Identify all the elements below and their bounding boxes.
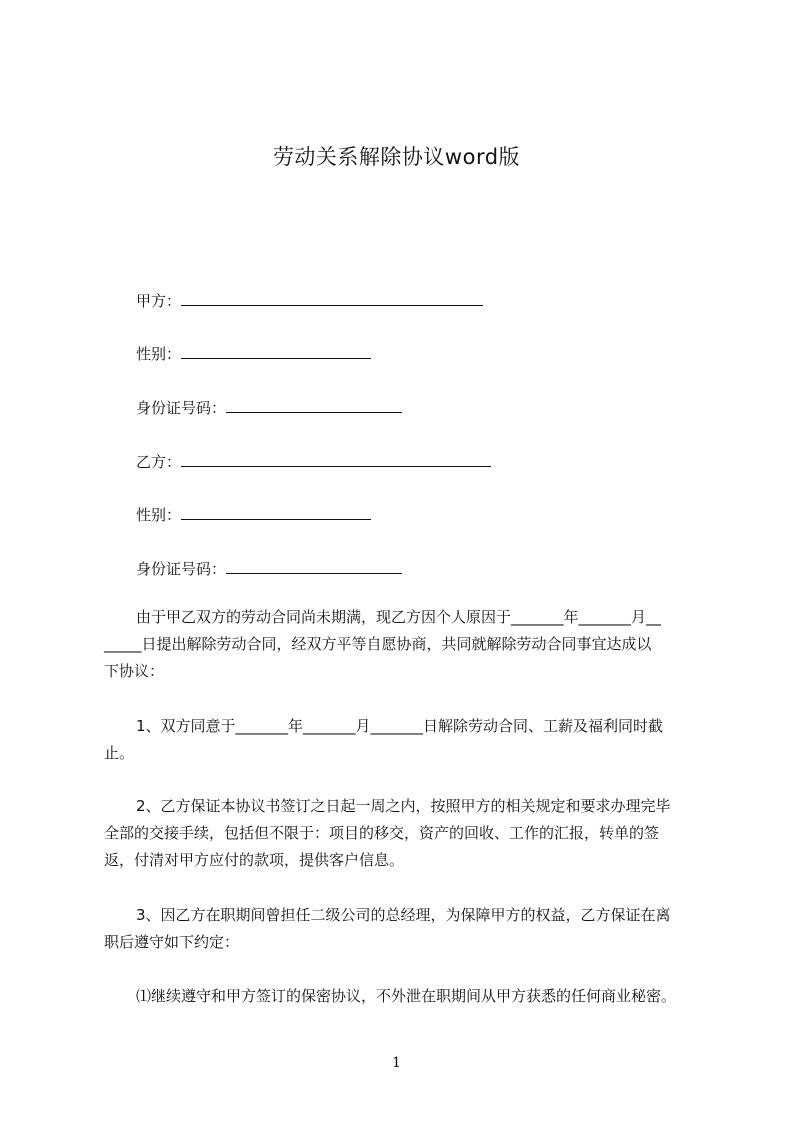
paragraph-line: 下协议： <box>104 662 165 680</box>
party-b-blank[interactable] <box>181 452 491 467</box>
paragraph-line: 1、双方同意于_______年_______月_______日解除劳动合同、工薪及福利同时截 <box>136 717 664 735</box>
paragraph-line: 由于甲乙双方的劳动合同尚未期满，现乙方因个人原因于_______年_______月__ <box>136 608 662 626</box>
party-a-blank[interactable] <box>181 291 483 306</box>
party-a-label: 甲方： <box>136 292 182 310</box>
party-a-gender-label: 性别： <box>136 345 182 363</box>
clause-3-paragraph <box>104 902 710 956</box>
party-a-gender-field <box>136 343 371 365</box>
clause-1-paragraph <box>104 713 710 767</box>
party-b-id-blank[interactable] <box>226 559 402 574</box>
paragraph-line: 职后遵守如下约定： <box>104 933 240 951</box>
party-b-label: 乙方： <box>136 453 182 471</box>
paragraph-line: 止。 <box>104 744 135 762</box>
document-title: 劳动关系解除协议word版 <box>272 145 521 169</box>
party-a-id-label: 身份证号码： <box>136 399 227 417</box>
paragraph-line: _____日提出解除劳动合同，经双方平等自愿协商，共同就解除劳动合同事宜达成以 <box>104 635 652 653</box>
page-number: 1 <box>392 1055 401 1071</box>
paragraph-line: 3、因乙方在职期间曾担任二级公司的总经理，为保障甲方的权益，乙方保证在离 <box>136 906 671 924</box>
party-a-field <box>136 290 483 312</box>
paragraph-line: 返，付清对甲方应付的款项，提供客户信息。 <box>104 851 405 869</box>
party-a-gender-blank[interactable] <box>181 344 371 359</box>
party-a-id-field <box>136 397 402 419</box>
preamble-paragraph <box>104 604 710 685</box>
paragraph-line: 2、乙方保证本协议书签订之日起一周之内，按照甲方的相关规定和要求办理完毕 <box>136 797 671 815</box>
party-a-id-blank[interactable] <box>226 398 402 413</box>
party-b-gender-label: 性别： <box>136 506 182 524</box>
party-b-field <box>136 451 491 473</box>
party-b-gender-field <box>136 504 371 526</box>
clause-2-paragraph <box>104 793 710 874</box>
party-b-gender-blank[interactable] <box>181 505 371 520</box>
paragraph-line: 全部的交接手续，包括但不限于：项目的移交，资产的回收、工作的汇报，转单的签 <box>104 824 660 842</box>
party-b-id-label: 身份证号码： <box>136 560 227 578</box>
sub-clause-1-paragraph <box>104 983 710 1010</box>
paragraph-line: ⑴继续遵守和甲方签订的保密协议，不外泄在职期间从甲方获悉的任何商业秘密。 <box>136 987 677 1005</box>
party-b-id-field <box>136 558 402 580</box>
